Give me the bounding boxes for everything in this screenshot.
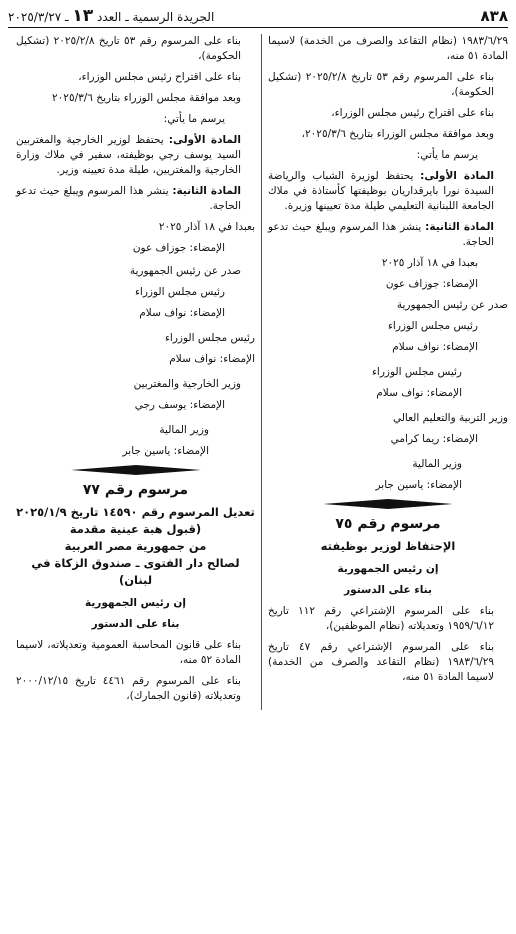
- divider-ornament: [71, 465, 201, 475]
- paragraph: بناء على اقتراح رئيس مجلس الوزراء،: [78, 71, 241, 83]
- section-divider: [268, 499, 508, 509]
- page-number: ٨٣٨: [480, 7, 508, 25]
- left-column: [16, 34, 262, 710]
- signature: الإمضاء: نواف سلام: [139, 307, 225, 319]
- paragraph: بناء على المرسوم رقم ٤٤٦١ تاريخ ٢٠٠٠/١٢/١٥ وتعديلاته (قانون الجمارك)،: [16, 675, 241, 702]
- right-column: [262, 34, 508, 710]
- signature: الإمضاء: جوزاف عون: [132, 242, 225, 254]
- signature: الإمضاء: نواف سلام: [376, 387, 462, 399]
- decree-75-title: مرسوم رقم ٧٥: [335, 516, 441, 532]
- signatory-title: وزير التربية والتعليم العالي: [392, 412, 508, 424]
- signatory-title: وزير المالية: [159, 424, 209, 436]
- signature: الإمضاء: جوزاف عون: [385, 278, 478, 290]
- article-1: [16, 133, 255, 178]
- signatory-title: وزير الخارجية والمغتربين: [133, 378, 241, 390]
- signature: الإمضاء: نواف سلام: [169, 353, 255, 365]
- signatory-title: رئيس مجلس الوزراء: [387, 320, 478, 332]
- paragraph: بناء على المرسوم الإشتراعي رقم ٤٧ تاريخ ١٩٨٣/٦/٢٩ (نظام التقاعد والصرف من الخدمة) لاسيما المادة ٥١ منه،: [268, 641, 494, 683]
- issued-by: صدر عن رئيس الجمهورية: [396, 299, 508, 311]
- signature: الإمضاء: ريما كرامي: [390, 433, 478, 445]
- decree-77-subject-line: لصالح دار الفتوى ـ صندوق الزكاة في لبنان): [31, 556, 240, 587]
- signature: الإمضاء: ياسين جابر: [122, 445, 209, 457]
- issue-date: ـ ٢٠٢٥/٣/٢٧: [8, 10, 69, 24]
- decree-77-title: مرسوم رقم ٧٧: [82, 482, 189, 498]
- paragraph: وبعد موافقة مجلس الوزراء بتاريخ ٢٠٢٥/٣/٦: [52, 92, 241, 104]
- signature: الإمضاء: يوسف رجي: [134, 399, 225, 411]
- article-1: [268, 169, 508, 214]
- paragraph: وبعد موافقة مجلس الوزراء بتاريخ ٢٠٢٥/٣/٦،: [301, 128, 494, 140]
- article-text: يحتفظ لوزير الخارجية والمغتربين السيد يوسف رجي بوظيفته، سفير في ملاك وزارة الخارجية والمغتربين، طيلة مدة تعيينه وزير.: [16, 134, 241, 176]
- preamble-president: إن رئيس الجمهورية: [84, 597, 186, 609]
- signatory-title: وزير المالية: [412, 458, 462, 470]
- article-label: المادة الثانية:: [425, 221, 494, 233]
- columns: [8, 34, 508, 710]
- decree-77-subject: [16, 504, 255, 589]
- section-divider: [16, 465, 255, 475]
- gazette-title: [8, 6, 214, 26]
- preamble-constitution: بناء على الدستور: [91, 618, 180, 630]
- article-text: يحتفظ لوزيرة الشباب والرياضة السيدة نورا بايرقداريان بوظيفتها كأستاذة في ملاك الجامعة اللبنانية التعليمي طيلة مدة تعيينها وزيرة.: [268, 170, 494, 212]
- signature: الإمضاء: نواف سلام: [392, 341, 478, 353]
- signature: الإمضاء: ياسين جابر: [375, 479, 462, 491]
- paragraph: بناء على المرسوم رقم ٥٣ تاريخ ٢٠٢٥/٢/٨ (تشكيل الحكومة)،: [268, 71, 494, 98]
- paragraph: بناء على اقتراح رئيس مجلس الوزراء،: [331, 107, 494, 119]
- paragraph: بناء على قانون المحاسبة العمومية وتعديلاته، لاسيما المادة ٥٢ منه،: [16, 639, 241, 666]
- signatory-title: رئيس مجلس الوزراء: [164, 332, 255, 344]
- signatory-title: رئيس مجلس الوزراء: [371, 366, 462, 378]
- paragraph: بناء على المرسوم رقم ٥٣ تاريخ ٢٠٢٥/٢/٨ (تشكيل الحكومة)،: [16, 35, 241, 62]
- preamble-president: إن رئيس الجمهورية: [337, 563, 439, 575]
- gazette-title-prefix: الجريدة الرسمية ـ العدد: [96, 10, 215, 24]
- page-header: [8, 6, 508, 28]
- paragraph: بناء على المرسوم الإشتراعي رقم ١١٢ تاريخ ١٩٥٩/٦/١٢ وتعديلاته (نظام الموظفين)،: [268, 605, 494, 632]
- date-line: بعبدا في ١٨ آذار ٢٠٢٥: [158, 221, 255, 233]
- paragraph: يرسم ما يأتي:: [416, 149, 478, 161]
- paragraph: ١٩٨٣/٦/٢٩ (نظام التقاعد والصرف من الخدمة) لاسيما المادة ٥١ منه،: [268, 35, 508, 62]
- date-line: بعبدا في ١٨ آذار ٢٠٢٥: [381, 257, 478, 269]
- article-label: المادة الثانية:: [172, 185, 241, 197]
- article-text: ينشر هذا المرسوم ويبلغ حيث تدعو الحاجة.: [16, 185, 241, 212]
- preamble-constitution: بناء على الدستور: [344, 584, 432, 596]
- decree-77-subject-line: تعديل المرسوم رقم ١٤٥٩٠ تاريخ ٢٠٢٥/١/٩: [16, 505, 255, 519]
- article-text: ينشر هذا المرسوم ويبلغ حيث تدعو الحاجة.: [268, 221, 494, 248]
- decree-77-subject-line: (قبول هبة عينية مقدمة: [69, 522, 202, 536]
- decree-77-subject-line: من جمهورية مصر العربية: [64, 539, 207, 553]
- divider-ornament: [323, 499, 453, 509]
- decree-75-subject: الإحتفاظ لوزير بوظيفته: [320, 539, 456, 553]
- article-2: [268, 220, 508, 250]
- paragraph: يرسم ما يأتي:: [163, 113, 225, 125]
- signatory-title: رئيس مجلس الوزراء: [134, 286, 225, 298]
- article-2: [16, 184, 255, 214]
- issue-number: ١٣: [72, 6, 94, 26]
- issued-by: صدر عن رئيس الجمهورية: [129, 265, 241, 277]
- article-label: المادة الأولى:: [420, 170, 494, 182]
- article-label: المادة الأولى:: [168, 134, 241, 146]
